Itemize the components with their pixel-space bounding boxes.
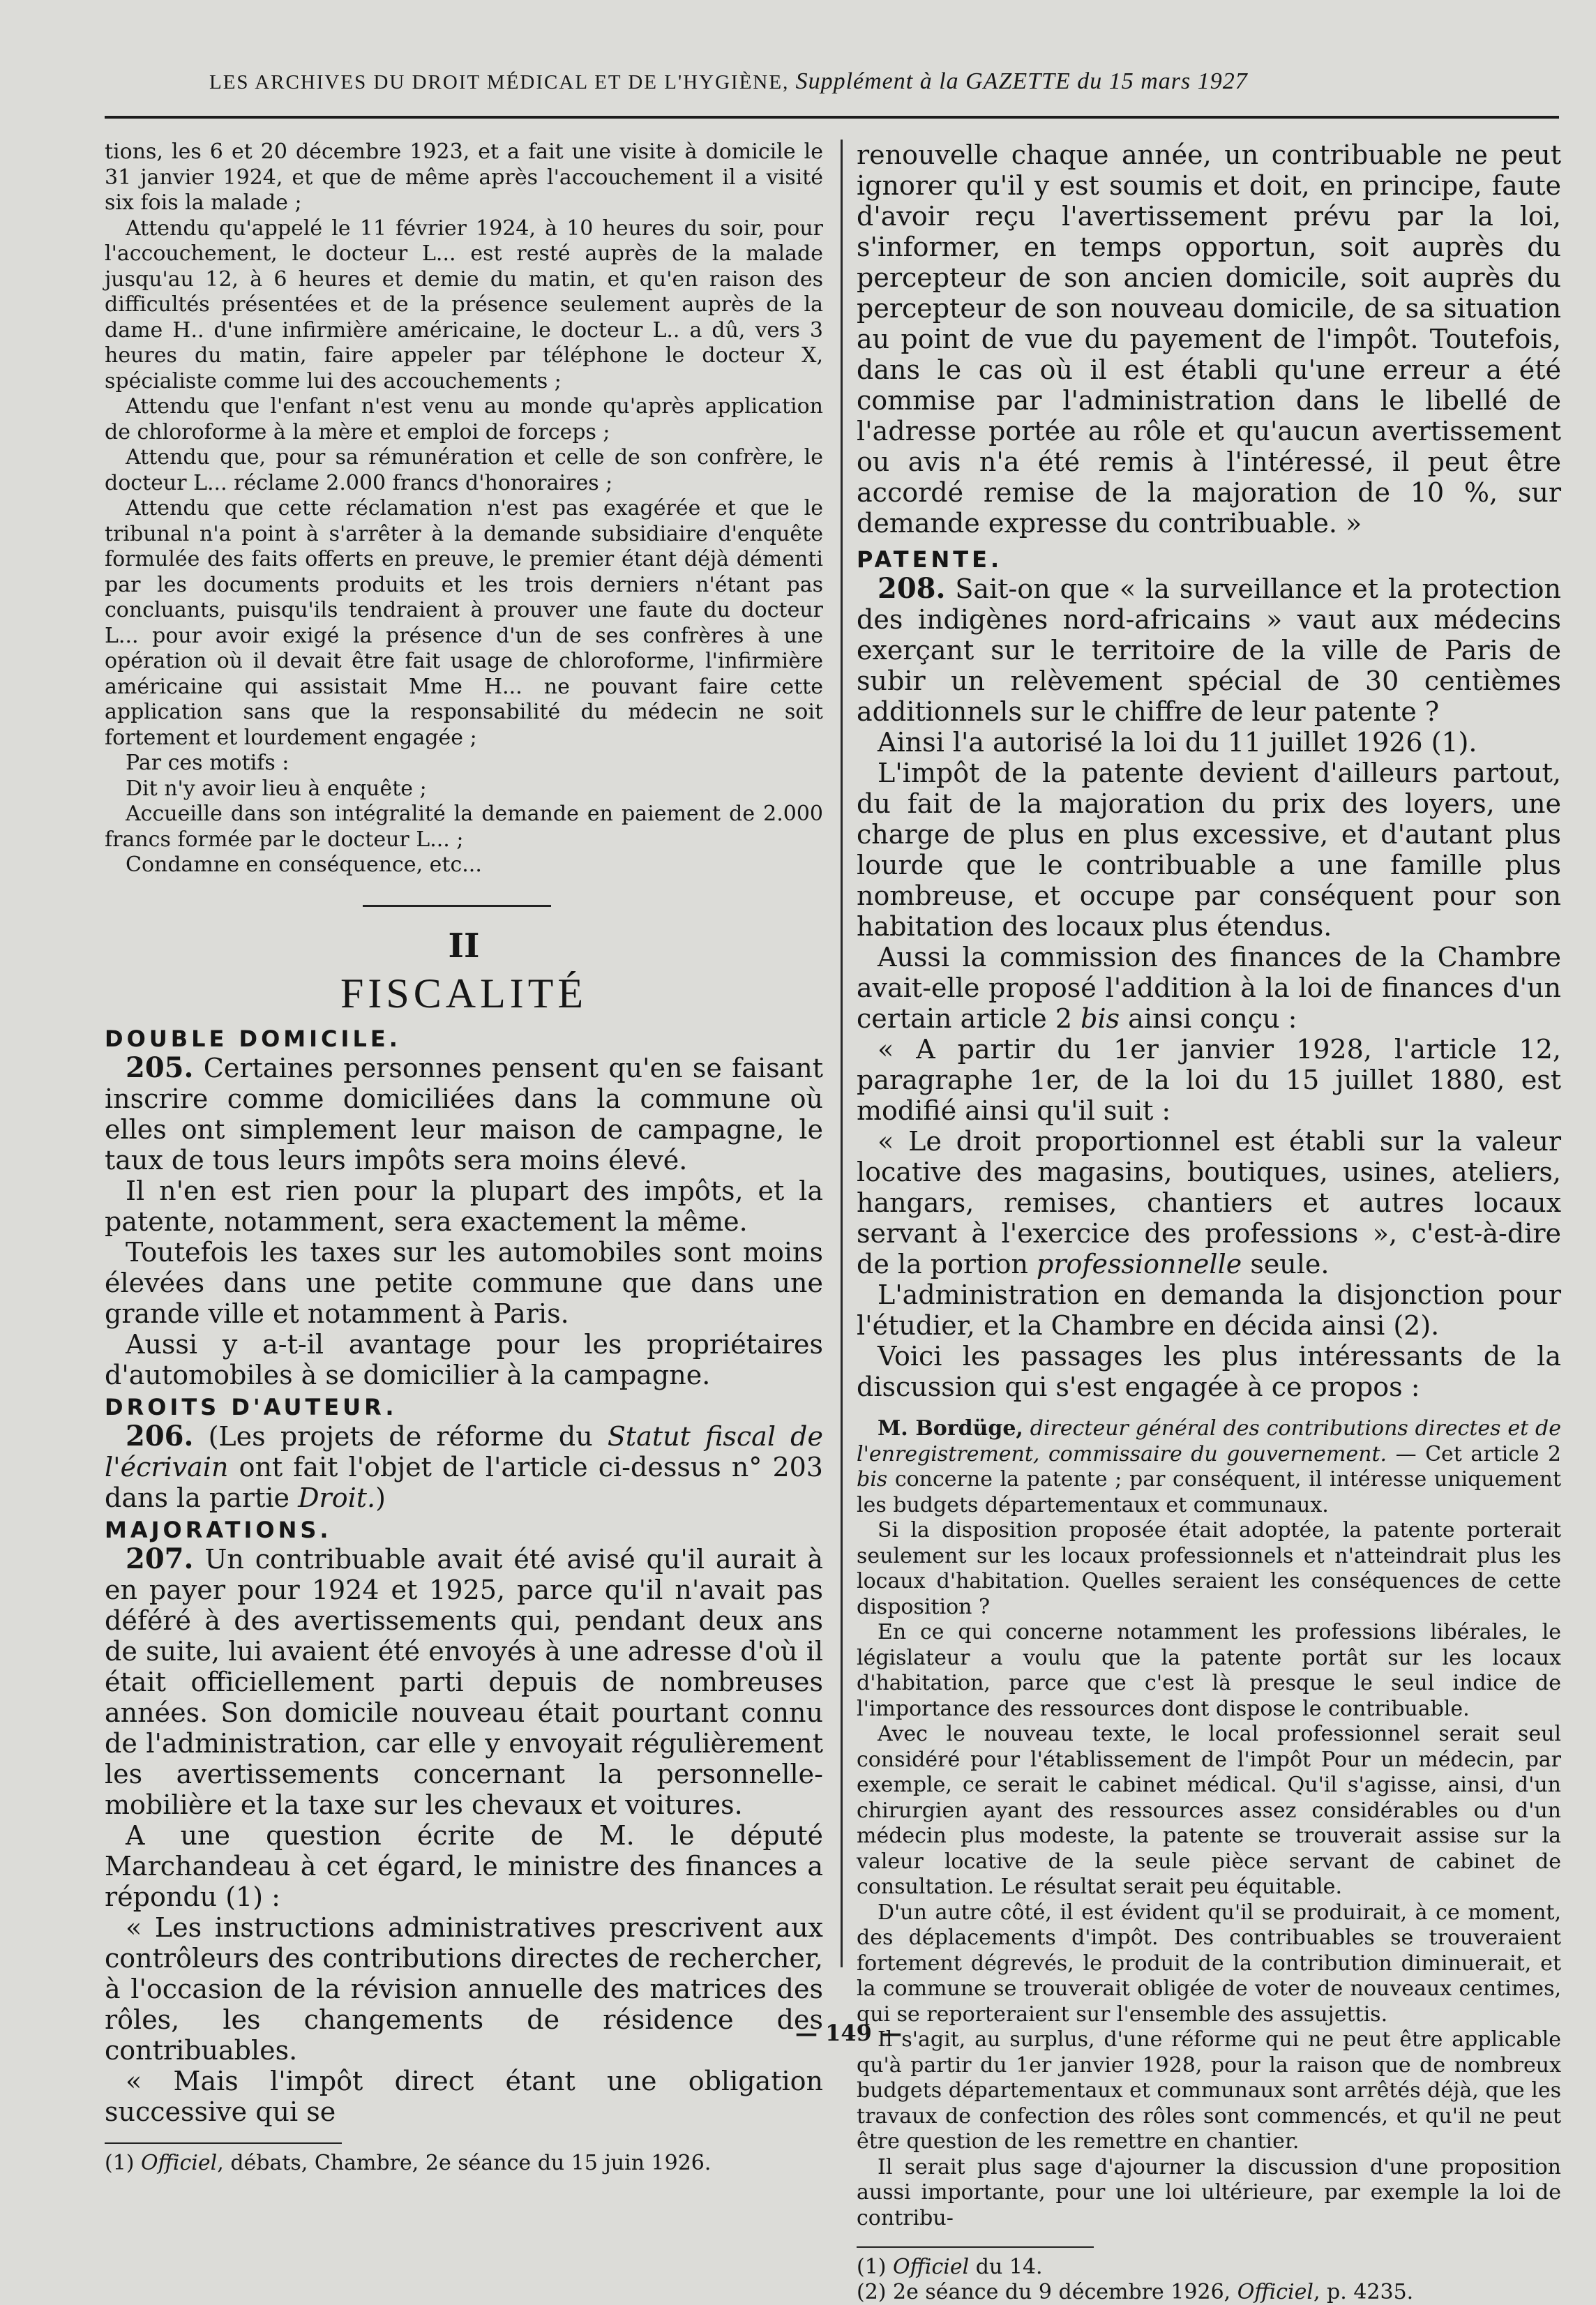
footnote-mark: (1) [105,2150,135,2175]
header-journal: LES ARCHIVES DU DROIT MÉDICAL ET DE L'HYGIÈNE, [209,71,790,93]
article-text-italic: Droit. [298,1482,376,1513]
article-text: Aussi la commission des finances de la Chambre avait-elle proposé l'addition à la loi de finances d'un certain article 2 [857,942,1561,1034]
column-rule [841,140,843,1967]
debate-excerpt [857,1416,1561,2231]
footnote-rule [105,2142,342,2144]
article-text: « Les instructions administratives prescrivent aux contrôleurs des contributions directes de rechercher, à l'occasion de la révision annuelle des matrices des rôles, les changements de résidence des contribuables. [105,1912,823,2066]
section-number: II [448,926,480,966]
section-title: FISCALITÉ [340,970,587,1016]
article-text-italic: Statut fiscal de l'écrivain [105,1420,823,1482]
article-text: Certaines personnes pensent qu'en se faisant inscrire comme domiciliées dans la commune où elles ont simplement leur maison de campagne, le taux de tous leurs impôts sera moins élevé. [105,1052,823,1176]
article-text: Un contribuable avait été avisé qu'il aurait à en payer pour 1924 et 1925, parce qu'il n'avait pas déféré à des avertissements qui, pendant deux ans de suite, lui avaient été envoyés à une adresse d'où il était officiellement parti depuis de nombreuses années. Son domicile nouveau était pourtant connu de l'administration, car elle y envoyait régulièrement les avertissements concernant la personnelle-mobilière et la taxe sur les chevaux et voitures. [105,1543,823,1820]
article-text [857,1126,1561,1279]
article-text: renouvelle chaque année, un contribuable ne peut ignorer qu'il y est soumis et doit, en principe, faute d'avoir reçu l'avertissement prévu par la loi, s'informer, en temps opportun, soit auprès du percepteur de son ancien domicile, soit auprès du percepteur de son nouveau domicile, de sa situation au point de vue du payement de l'impôt. Toutefois, dans le cas où il est établi qu'une erreur a été commise par l'administration dans le libellé de l'adresse portée au rôle et qu'aucun avertissement ou avis n'a été remis à l'intéressé, il peut être accordé remise de la majoration de 10 %, sur demande expresse du contribuable. » [857,140,1561,539]
left-column [105,140,823,2176]
right-column [857,140,1561,2305]
debate-text: — Cet article 2 [1395,1441,1561,1466]
rubric-heading: DOUBLE DOMICILE. [105,1025,401,1052]
footnote-text: , débats, Chambre, 2e séance du 15 juin 1926. [217,2150,712,2175]
debate-paragraph: D'un autre côté, il est évident qu'il se produirait, à ce moment, des déplacements d'impôt. Des contribuables se trouveraient fortement dégrevés, le produit de la contribution diminuerait, et la commune se trouverait obligée de voter de nouveaux centimes, qui se reporteraient sur l'ensemble des assujettis. [857,1900,1561,2027]
footnote [857,2255,1561,2280]
article-text: « Le droit proportionnel est établi sur la valeur locative des magasins, boutiques, usines, ateliers, hangars, remises, chantiers et autres locaux servant à l'exercice des professions », c'est-à-dire de la portion [857,1126,1561,1279]
debate-paragraph: Il s'agit, au surplus, d'une réforme qui ne peut être applicable qu'à partir du 1er janvier 1928, pour la raison que de nombreux budgets départementaux et communaux sont arrêtés déjà, que les travaux de confection des rôles sont commencés, et qu'il ne peut être question de les remettre en chantier. [857,2027,1561,2154]
article-text: Sait-on que « la surveillance et la protection des indigènes nord-africains » vaut aux médecins exerçant sur le territoire de la ville de Paris de subir un relèvement spécial de 30 centièmes additionnels sur le chiffre de leur patente ? [857,573,1561,727]
judgment-paragraph: Accueille dans son intégralité la demande en paiement de 2.000 francs formée par le docteur L... ; [105,802,823,852]
article-number: 207. [126,1542,194,1575]
article-text [857,942,1561,1034]
article-208 [857,573,1561,727]
article-text: « A partir du 1er janvier 1928, l'article 12, paragraphe 1er, de la loi du 15 juillet 1880, est modifié ainsi qu'il suit : [857,1034,1561,1126]
footnote-rule [857,2246,1094,2248]
article-number: 206. [126,1419,194,1452]
article-text: Aussi y a-t-il avantage pour les propriétaires d'automobiles à se domicilier à la campagne. [105,1328,823,1390]
judgment-paragraph: Condamne en conséquence, etc... [126,853,482,877]
article-text: ont fait l'objet de l'article ci-dessus n° 203 dans la partie [105,1451,823,1513]
footnote-mark: (1) [857,2255,887,2279]
article-text-italic: professionnelle [1037,1249,1242,1279]
debate-paragraph: En ce qui concerne notamment les professions libérales, le législateur a voulu que la patente portât sur les locaux d'habitation, parce que c'est là presque le seul indice de l'importance des ressources dont dispose le contribuable. [857,1620,1561,1721]
footnote-text: (2) 2e séance du 9 décembre 1926, [857,2280,1231,2304]
article-207 [105,1544,823,1820]
judgment-paragraph: tions, les 6 et 20 décembre 1923, et a fait une visite à domicile le 31 janvier 1924, et que de même après l'accouchement il a visité six fois la malade ; [105,140,823,215]
judgment-paragraph: Attendu que, pour sa rémunération et celle de son confrère, le docteur L... réclame 2.000 francs d'honoraires ; [105,445,823,495]
footnote-italic: Officiel [1237,2280,1313,2304]
article-text: Voici les passages les plus intéressants de la discussion qui s'est engagée à ce propos : [857,1341,1561,1402]
rubric-heading: MAJORATIONS. [105,1516,332,1543]
article-number: 208. [878,572,946,605]
article-text: Toutefois les taxes sur les automobiles sont moins élevées dans une petite commune que dans une grande ville et notamment à Paris. [105,1236,823,1329]
rubric-heading: DROITS D'AUTEUR. [105,1393,398,1420]
article-text: Ainsi l'a autorisé la loi du 11 juillet 1926 (1). [878,727,1477,758]
article-text-italic: bis [1081,1003,1120,1034]
footnote-text: du 14. [975,2255,1043,2279]
article-text: « Mais l'impôt direct étant une obligation successive qui se [105,2065,823,2127]
article-text: L'administration en demanda la disjonction pour l'étudier, et la Chambre en décida ainsi (2). [857,1279,1561,1341]
judgment-paragraph: Par ces motifs : [126,751,289,775]
footnote [857,2280,1561,2305]
debate-speaker: M. Bordüge, [878,1416,1023,1441]
judgment-text [105,140,823,878]
article-text: Il n'en est rien pour la plupart des impôts, et la patente, notamment, sera exactement la même. [105,1175,823,1237]
page-number: — 149 — [795,2020,903,2046]
debate-text-italic: bis [857,1467,888,1492]
article-text: L'impôt de la patente devient d'ailleurs partout, du fait de la majoration du prix des loyers, une charge de plus en plus excessive, et d'autant plus lourde que le contribuable a une famille plus nombreuse, et occupe par conséquent pour son habitation des locaux plus étendus. [857,758,1561,942]
judgment-paragraph: Dit n'y avoir lieu à enquête ; [126,776,427,801]
footnote-italic: Officiel [141,2150,218,2175]
debate-paragraph: Si la disposition proposée était adoptée, la patente porterait seulement sur les locaux professionnels et n'atteindrait plus les locaux d'habitation. Quelles seraient les conséquences de cette disposition ? [857,1518,1561,1619]
debate-role: directeur général des contributions directes et de l'enregistrement, commissaire du gouvernement. [857,1416,1561,1466]
article-text: seule. [1250,1249,1330,1279]
section-divider [363,905,551,907]
judgment-paragraph: Attendu que l'enfant n'est venu au monde qu'après application de chloroforme à la mère et emploi de forceps ; [105,394,823,444]
footnote-text: , p. 4235. [1313,2280,1414,2304]
article-text: ainsi conçu : [1128,1003,1297,1034]
debate-text: concerne la patente ; par conséquent, il intéresse uniquement les budgets départementaux et communaux. [857,1467,1561,1517]
article-206 [105,1421,823,1513]
article-text: A une question écrite de M. le député Marchandeau à cet égard, le ministre des finances a répondu (1) : [105,1819,823,1912]
article-text: ) [375,1482,386,1513]
article-205 [105,1053,823,1176]
article-number: 205. [126,1051,194,1084]
debate-paragraph: Il serait plus sage d'ajourner la discussion d'une proposition aussi importante, pour une loi ultérieure, par exemple la loi de contribu- [857,2154,1561,2230]
debate-paragraph [857,1416,1561,1518]
rubric-heading: PATENTE. [857,546,1003,573]
judgment-paragraph: Attendu qu'appelé le 11 février 1924, à 10 heures du soir, pour l'accouchement, le docteur L... est resté auprès de la malade jusqu'au 12, à 6 heures et demie du matin, et qu'en raison des difficultés présentées et de la présence seulement auprès de la dame H.. d'une infirmière américaine, le docteur L.. a dû, vers 3 heures du matin, faire appeler par téléphone le docteur X, spécialiste comme lui des accouchements ; [105,216,823,393]
footnote [105,2151,823,2176]
header-rule [105,116,1559,119]
running-header [209,68,1465,95]
judgment-paragraph: Attendu que cette réclamation n'est pas exagérée et que le tribunal n'a point à s'arrêter à la demande subsidiaire d'enquête formulée des faits offerts en preuve, le premier étant déjà démenti par les documents produits et les trois derniers n'étant pas concluants, puisqu'ils tendraient à prouver une faute du docteur L... pour avoir exigé la présence d'un de ses confrères à une opération où il devait être fait usage de chloroforme, l'infirmière américaine qui assistait Mme H... ne pouvant faire cette application sans que la responsabilité du médecin ne soit fortement et lourdement engagée ; [105,496,823,750]
header-supplement: Supplément à la GAZETTE du 15 mars 1927 [795,68,1248,94]
debate-paragraph: Avec le nouveau texte, le local professionnel serait seul considéré pour l'établissement de l'impôt Pour un médecin, par exemple, ce serait le cabinet médical. Qu'il s'agisse, ainsi, d'un chirurgien ayant des ressources assez considérables ou d'un médecin plus modeste, la patente se trouverait assise sur la valeur locative de la seule pièce servant de cabinet de consultation. Le résultat serait peu équitable. [857,1722,1561,1899]
footnote-italic: Officiel [893,2255,970,2279]
article-text: (Les projets de réforme du [208,1420,593,1452]
